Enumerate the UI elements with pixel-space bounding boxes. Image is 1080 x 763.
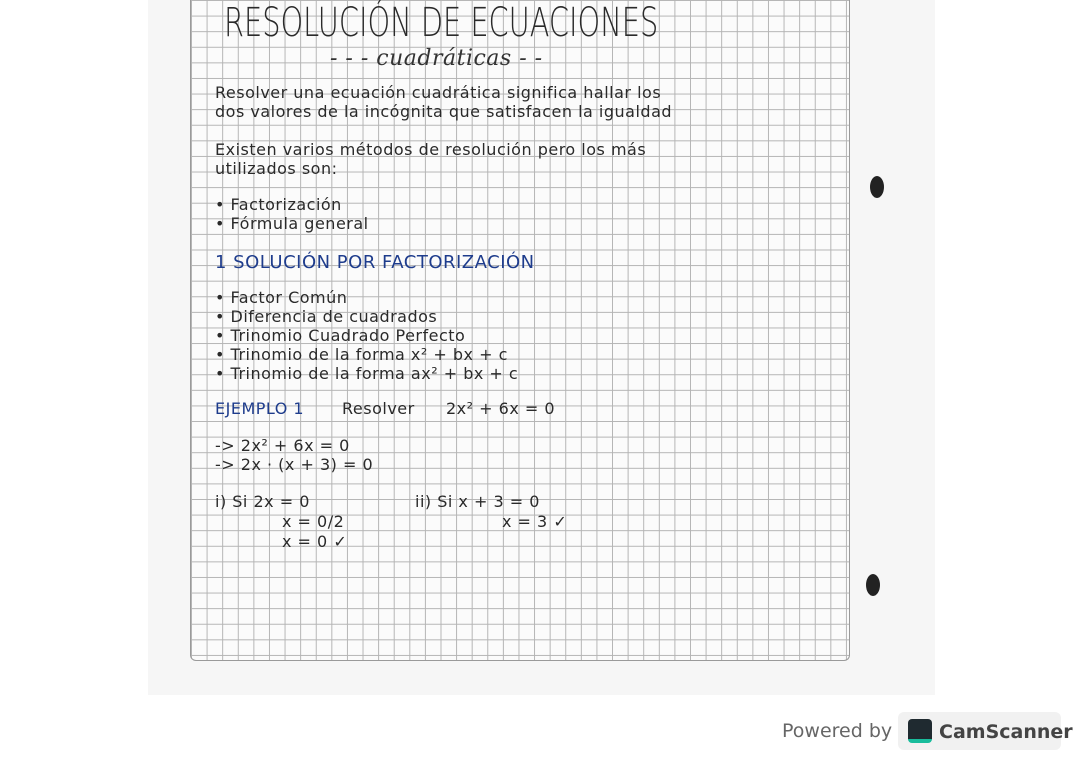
factor-case: • Trinomio de la forma x² + bx + c: [215, 345, 508, 364]
intro-line: dos valores de la incógnita que satisfacen la igualdad: [215, 102, 673, 121]
factor-case: • Diferencia de cuadrados: [215, 307, 438, 326]
step: -> 2x · (x + 3) = 0: [215, 455, 374, 474]
step: -> 2x² + 6x = 0: [215, 436, 350, 455]
powered-by-label: Powered by: [782, 720, 893, 742]
case-i: x = 0 ✓: [282, 532, 348, 551]
camscanner-logo-icon: [908, 719, 932, 743]
method-item: • Fórmula general: [215, 214, 369, 233]
factor-case: • Factor Común: [215, 288, 348, 307]
method-item: • Factorización: [215, 195, 342, 214]
example-equation: 2x² + 6x = 0: [446, 399, 556, 418]
case-i: i) Si 2x = 0: [215, 492, 310, 511]
punch-hole-icon: [870, 176, 884, 198]
punch-hole-icon: [866, 574, 880, 596]
methods-intro-line: utilizados son:: [215, 159, 338, 178]
case-ii: x = 3 ✓: [502, 512, 568, 531]
section-heading: 1 SOLUCIÓN POR FACTORIZACIÓN: [215, 252, 535, 273]
page-subtitle: - - - cuadráticas - -: [330, 46, 543, 71]
case-i: x = 0/2: [282, 512, 345, 531]
intro-line: Resolver una ecuación cuadrática significa hallar los: [215, 83, 662, 102]
methods-intro-line: Existen varios métodos de resolución pero los más: [215, 140, 647, 159]
case-ii: ii) Si x + 3 = 0: [415, 492, 540, 511]
example-verb: Resolver: [342, 399, 415, 418]
camscanner-brand: CamScanner: [939, 721, 1073, 743]
factor-case: • Trinomio de la forma ax² + bx + c: [215, 364, 519, 383]
page-title: RESOLUCIÓN DE ECUACIONES: [224, 0, 659, 46]
example-label: EJEMPLO 1: [215, 399, 305, 418]
factor-case: • Trinomio Cuadrado Perfecto: [215, 326, 466, 345]
